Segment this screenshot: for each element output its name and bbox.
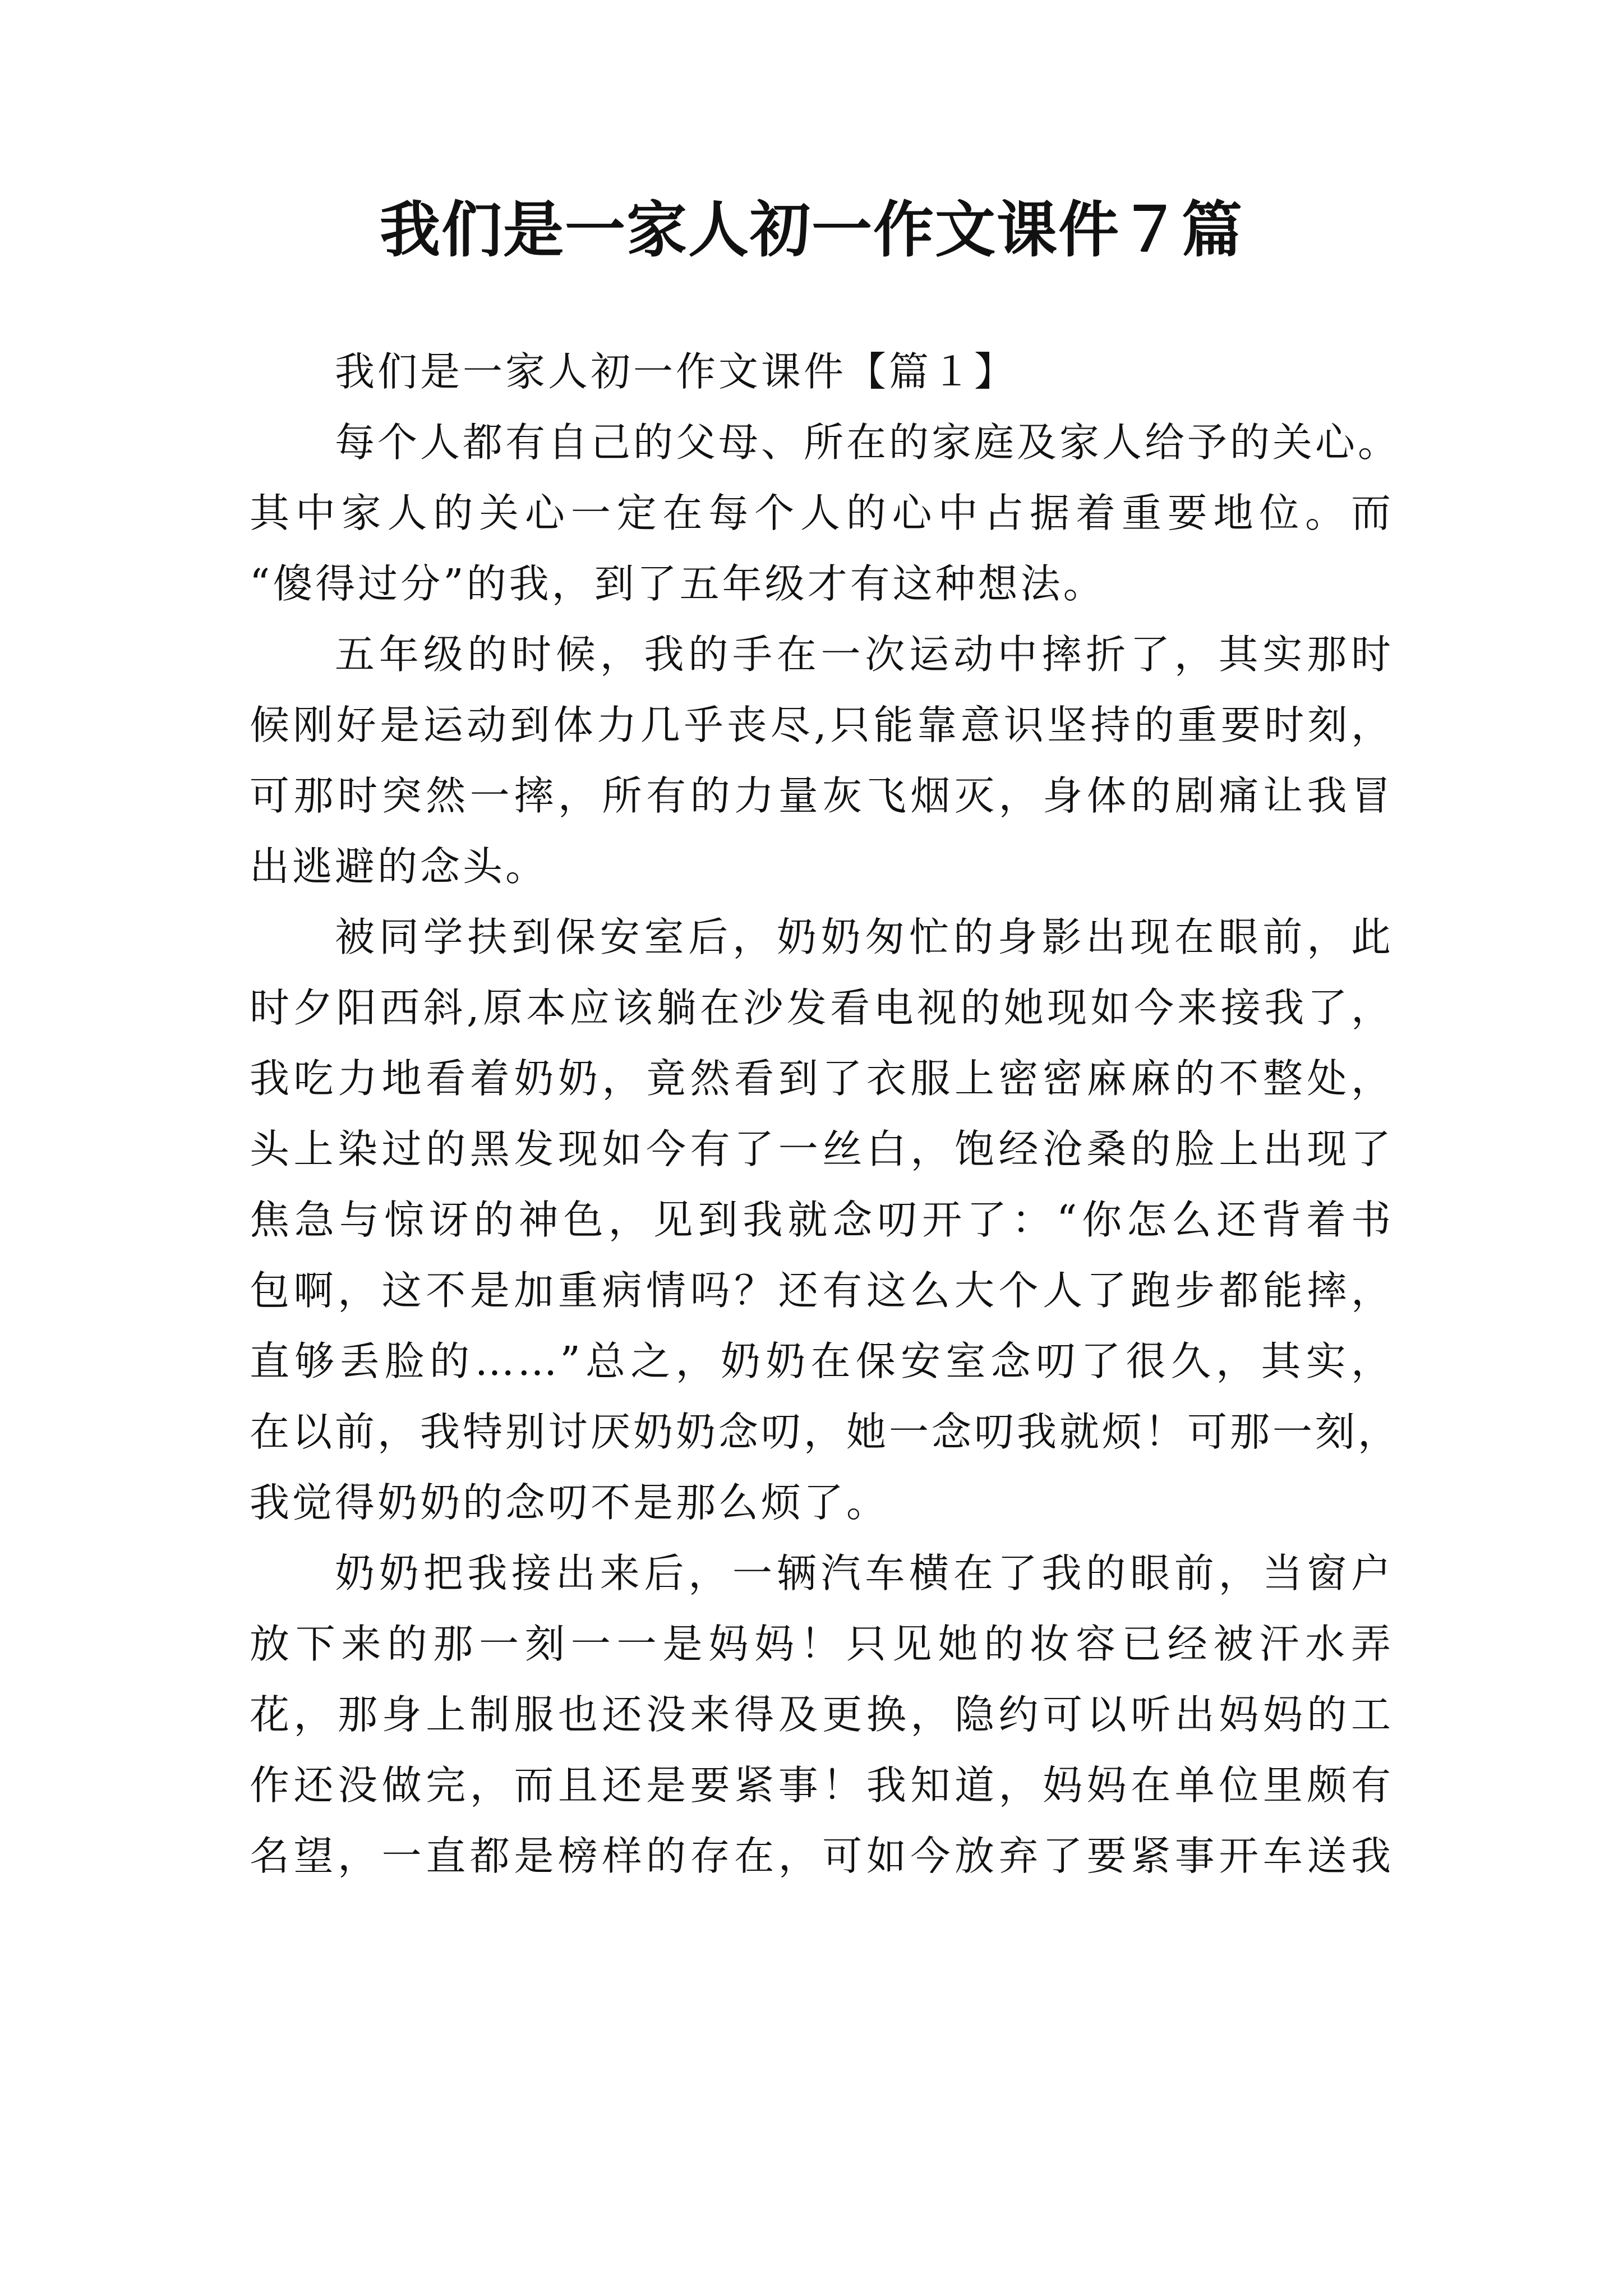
paragraph-4 (250, 1538, 1394, 1892)
text-line: 每个人都有自己的父母、所在的家庭及家人给予的关心。 (335, 419, 1401, 466)
text-line: 可那时突然一摔，所有的力量灰飞烟灭，身体的剧痛让我冒 (250, 772, 1394, 819)
text-line: 放下来的那一刻一一是妈妈！只见她的妆容已经被汗水弄 (250, 1621, 1394, 1667)
section-heading: 我们是一家人初一作文课件【篇１】 (335, 348, 1017, 395)
paragraph-1 (250, 407, 1401, 619)
text-line: 被同学扶到保安室后，奶奶匆忙的身影出现在眼前，此 (335, 914, 1394, 960)
text-line: 焦急与惊讶的神色，见到我就念叨开了：“你怎么还背着书 (250, 1197, 1394, 1243)
paragraph-2 (250, 619, 1394, 902)
text-line: 包啊，这不是加重病情吗？还有这么大个人了跑步都能摔， (250, 1267, 1394, 1314)
text-line: 时夕阳西斜,原本应该躺在沙发看电视的她现如今来接我了， (250, 984, 1394, 1031)
text-line: 我觉得奶奶的念叨不是那么烦了。 (250, 1479, 889, 1526)
text-line: 花，那身上制服也还没来得及更换，隐约可以听出妈妈的工 (250, 1691, 1394, 1738)
text-line: 奶奶把我接出来后，一辆汽车横在了我的眼前，当窗户 (335, 1550, 1394, 1596)
document-body (250, 337, 1401, 1892)
text-line: 直够丢脸的……”总之，奶奶在保安室念叨了很久，其实， (250, 1338, 1394, 1384)
text-line: 我吃力地看着奶奶，竟然看到了衣服上密密麻麻的不整处， (250, 1055, 1394, 1102)
text-line: 头上染过的黑发现如今有了一丝白，饱经沧桑的脸上出现了 (250, 1126, 1394, 1172)
text-line: 候刚好是运动到体力几乎丧尽,只能靠意识坚持的重要时刻， (250, 702, 1394, 748)
text-line: 名望，一直都是榜样的存在，可如今放弃了要紧事开车送我 (250, 1833, 1394, 1879)
document-title: 我们是一家人初一作文课件７篇 (379, 195, 1243, 265)
text-line: 出逃避的念头。 (250, 843, 548, 890)
paragraph-3 (250, 902, 1401, 1538)
text-line: “傻得过分”的我，到了五年级才有这种想法。 (250, 560, 1106, 607)
text-line: 其中家人的关心一定在每个人的心中占据着重要地位。而 (250, 490, 1394, 536)
text-line: 作还没做完，而且还是要紧事！我知道，妈妈在单位里颇有 (250, 1762, 1394, 1809)
text-line: 五年级的时候，我的手在一次运动中摔折了，其实那时 (335, 631, 1394, 678)
text-line: 在以前，我特别讨厌奶奶念叨，她一念叨我就烦！可那一刻， (250, 1409, 1401, 1455)
